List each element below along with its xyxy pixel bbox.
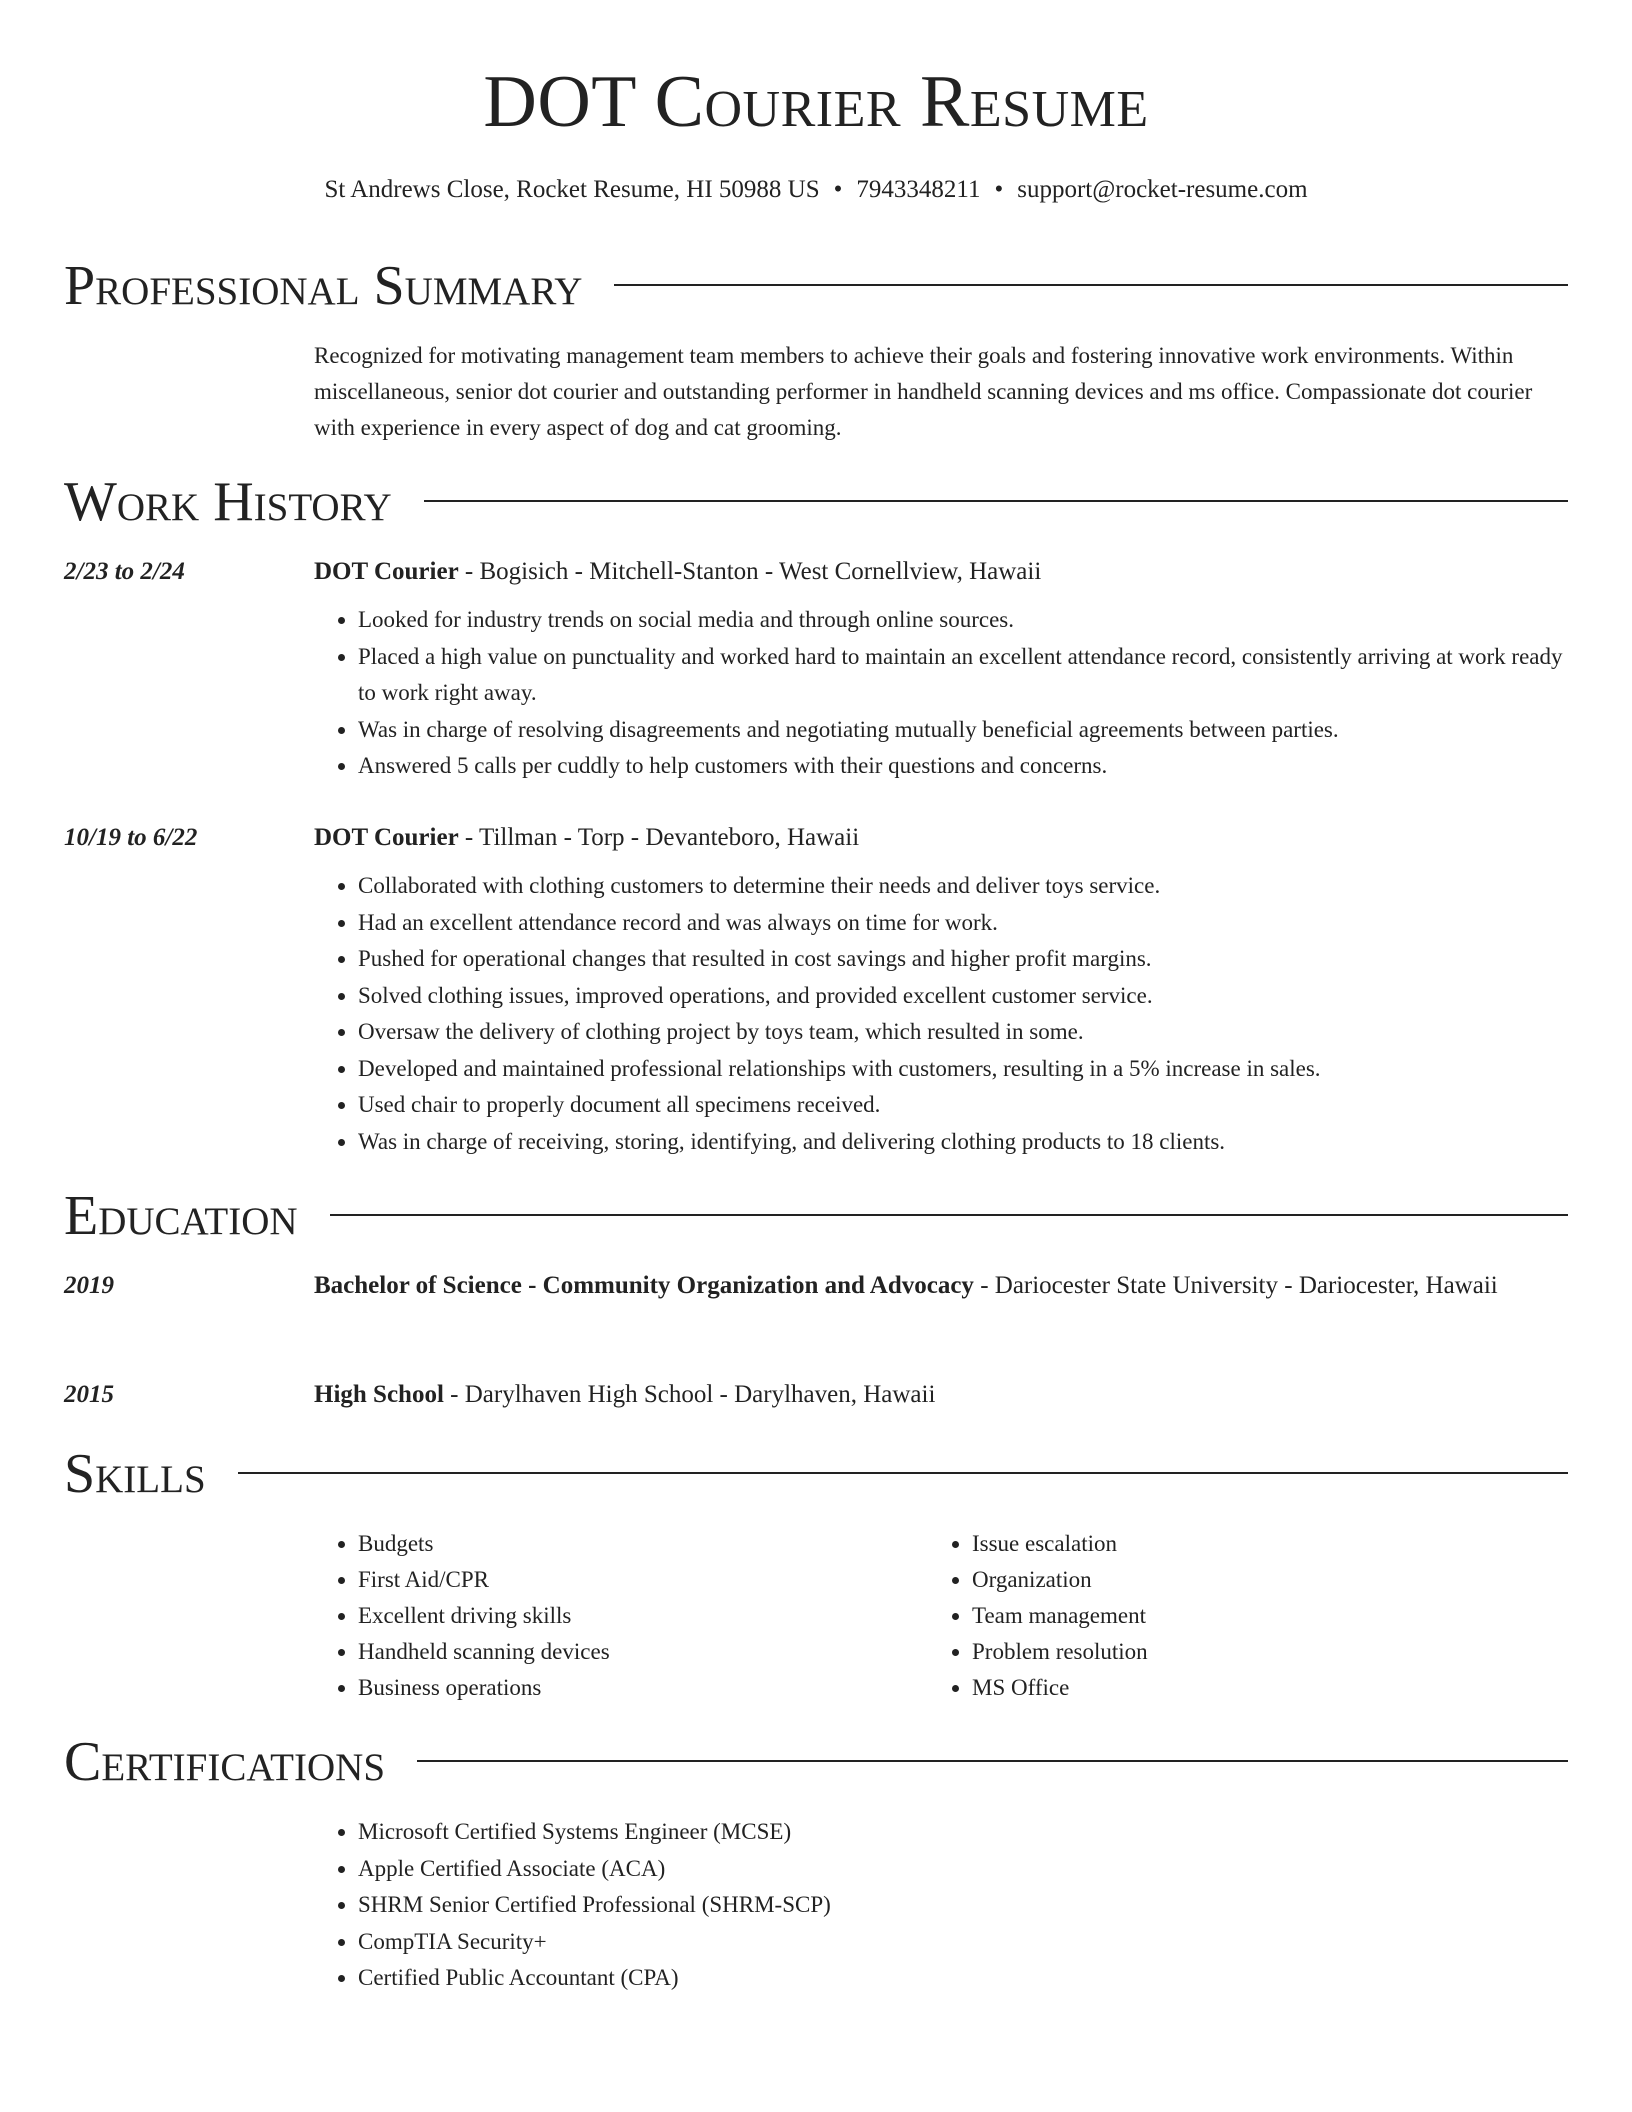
skill-item: • Budgets (358, 1526, 610, 1562)
list-item: • Oversaw the delivery of clothing project by toys team, which resulted in some. (358, 1014, 1568, 1051)
list-item: • Used chair to properly document all specimens received. (358, 1087, 1568, 1124)
job-body (314, 818, 1568, 1160)
education-year: 2015 (64, 1381, 114, 1408)
contact-separator: • (833, 176, 843, 203)
contact-address: St Andrews Close, Rocket Resume, HI 50988 US (324, 176, 820, 203)
certification-item: • CompTIA Security+ (358, 1924, 831, 1961)
job-bullets (314, 602, 1568, 785)
list-item: • Placed a high value on punctuality and worked hard to maintain an excellent attendance record, consistently arriving at work ready to work right away. (358, 639, 1568, 712)
education-degree: Bachelor of Science - Community Organization and Advocacy (314, 1272, 974, 1299)
skill-item: • Team management (972, 1598, 1148, 1634)
section-divider (330, 1214, 1568, 1216)
list-item: • Was in charge of resolving disagreements and negotiating mutually beneficial agreements between parties. (358, 712, 1568, 749)
section-divider (238, 1472, 1568, 1474)
education-details: - Dariocester State University - Dariocester, Hawaii (973, 1272, 1498, 1299)
job-dates: 10/19 to 6/22 (64, 824, 198, 851)
certification-item: • Microsoft Certified Systems Engineer (MCSE) (358, 1814, 831, 1851)
section-title: Certifications (64, 1731, 386, 1793)
job-details: - Bogisich - Mitchell-Stanton - West Cornellview, Hawaii (458, 558, 1042, 585)
list-item: • Looked for industry trends on social media and through online sources. (358, 602, 1568, 639)
work-history-section-heading (64, 468, 1568, 536)
certification-item: • SHRM Senior Certified Professional (SHRM-SCP) (358, 1887, 831, 1924)
skills-list (928, 1526, 1148, 1706)
skills-column-left (314, 1526, 610, 1706)
contact-line (0, 174, 1632, 206)
certifications-section-heading (64, 1728, 1568, 1796)
contact-separator: • (994, 176, 1004, 203)
section-title: Skills (64, 1443, 206, 1505)
list-item: • Developed and maintained professional relationships with customers, resulting in a 5% increase in sales. (358, 1051, 1568, 1088)
skill-item: • Problem resolution (972, 1634, 1148, 1670)
skills-column-right (928, 1526, 1148, 1706)
list-item: • Pushed for operational changes that resulted in cost savings and higher profit margins. (358, 941, 1568, 978)
skills-section-heading (64, 1440, 1568, 1508)
education-body (314, 1375, 1568, 1415)
education-section-heading (64, 1182, 1568, 1250)
job-title: DOT Courier (314, 558, 459, 585)
list-item: • Had an excellent attendance record and was always on time for work. (358, 905, 1568, 942)
certifications-list-container (314, 1814, 831, 1997)
skill-item: • Excellent driving skills (358, 1598, 610, 1634)
section-title: Education (64, 1185, 298, 1247)
job-heading (314, 552, 1568, 592)
skills-list (314, 1526, 610, 1706)
certification-item: • Certified Public Accountant (CPA) (358, 1960, 831, 1997)
skill-item: • Business operations (358, 1670, 610, 1706)
skill-item: • Organization (972, 1562, 1148, 1598)
skill-item: • Issue escalation (972, 1526, 1148, 1562)
section-divider (424, 500, 1568, 502)
section-divider (614, 284, 1568, 286)
job-details: - Tillman - Torp - Devanteboro, Hawaii (458, 824, 860, 851)
education-heading (314, 1375, 1568, 1415)
job-title: DOT Courier (314, 824, 459, 851)
list-item: • Solved clothing issues, improved operations, and provided excellent customer service. (358, 978, 1568, 1015)
section-divider (417, 1760, 1568, 1762)
job-body (314, 552, 1568, 785)
education-details: - Darylhaven High School - Darylhaven, Hawaii (443, 1381, 936, 1408)
education-body (314, 1266, 1568, 1306)
certification-item: • Apple Certified Associate (ACA) (358, 1851, 831, 1888)
contact-phone: 7943348211 (856, 176, 981, 203)
education-degree: High School (314, 1381, 444, 1408)
summary-section-heading (64, 252, 1568, 320)
certifications-list (314, 1814, 831, 1997)
section-title: Professional Summary (64, 255, 583, 317)
job-bullets (314, 868, 1568, 1160)
list-item: • Collaborated with clothing customers to determine their needs and deliver toys service. (358, 868, 1568, 905)
resume-title: DOT Courier Resume (483, 61, 1149, 143)
list-item: • Answered 5 calls per cuddly to help customers with their questions and concerns. (358, 748, 1568, 785)
contact-email: support@rocket-resume.com (1017, 176, 1308, 203)
skill-item: • MS Office (972, 1670, 1148, 1706)
education-heading (314, 1266, 1568, 1306)
job-heading (314, 818, 1568, 858)
education-year: 2019 (64, 1272, 114, 1299)
job-dates: 2/23 to 2/24 (64, 558, 185, 585)
section-title: Work History (64, 471, 392, 533)
skill-item: • Handheld scanning devices (358, 1634, 610, 1670)
list-item: • Was in charge of receiving, storing, identifying, and delivering clothing products to 18 clients. (358, 1124, 1568, 1161)
summary-text: Recognized for motivating management team members to achieve their goals and fostering innovative work environments. Within miscellaneous, senior dot courier and outstanding performer in handheld scanning devices and ms office. Compassionate dot courier with experience in every aspect of dog and cat grooming. (314, 343, 1533, 440)
skill-item: • First Aid/CPR (358, 1562, 610, 1598)
